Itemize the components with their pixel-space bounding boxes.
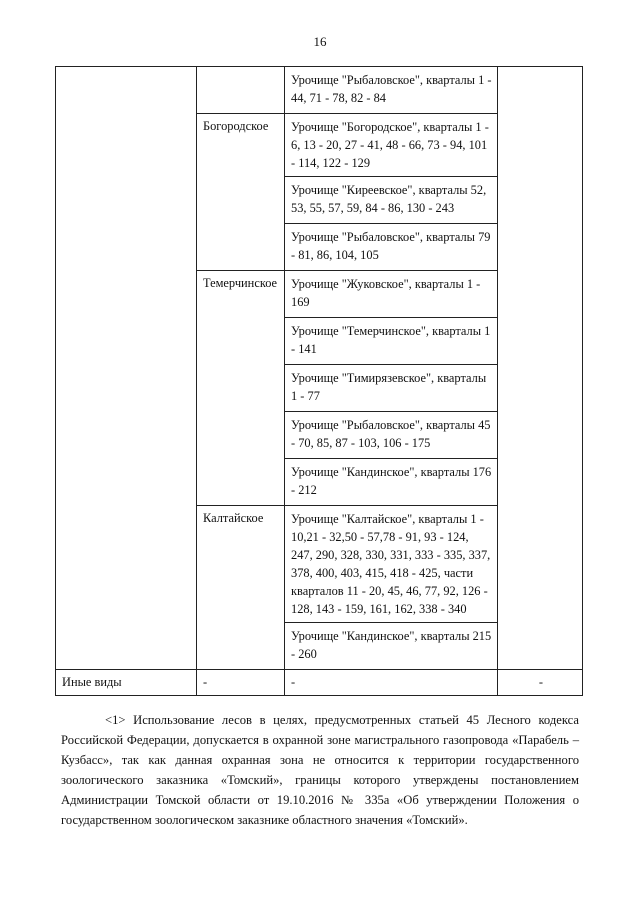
page-number: 16 [313,34,327,49]
forestry-cell: Темерчинское [197,271,285,506]
note-cell [498,67,583,670]
tract-cell: Урочище "Жуковское", кварталы 1 - 169 [285,271,498,318]
note-cell: - [498,670,583,696]
tract-cell: Урочище "Рыбаловское", кварталы 45 - 70, 85, 87 - 103, 106 - 175 [285,412,498,459]
tract-cell: Урочище "Калтайское", кварталы 1 - 10,21 - 32,50 - 57,78 - 91, 93 - 124, 247, 290, 328, 330, 331, 333 - 335, 337, 378, 400, 403, 415, 418 - 425, части кварталов 11 - 20, 45, 46, 77, 92, 126 - 128, 143 - 159, 161, 162, 338 - 340 [285,506,498,623]
tract-cell: Урочище "Киреевское", кварталы 52, 53, 55, 57, 59, 84 - 86, 130 - 243 [285,177,498,224]
tract-cell: - [285,670,498,696]
forest-usage-table [55,66,583,696]
tract-cell: Урочище "Рыбаловское", кварталы 1 - 44, 71 - 78, 82 - 84 [285,67,498,114]
tract-cell: Урочище "Богородское", кварталы 1 - 6, 13 - 20, 27 - 41, 48 - 66, 73 - 94, 101 - 114, 122 - 129 [285,114,498,177]
forestry-cell: Калтайское [197,506,285,670]
tract-cell: Урочище "Тимирязевское", кварталы 1 - 77 [285,365,498,412]
forestry-cell: - [197,670,285,696]
footnote: <1> Использование лесов в целях, предусмотренных статьей 45 Лесного кодекса Российской Федерации, допускается в охранной зоне магистрального газопровода «Парабель – Кузбасс», так как данная охранная зона не относится к территории государственного зоологического заказника «Томский», границы которого утверждены постановлением Администрации Томской области от 19.10.2016 № 335а «Об утверждении Положения о государственном зоологическом заказнике областного значения «Томский». [61,713,579,827]
tract-cell: Урочище "Кандинское", кварталы 215 - 260 [285,623,498,670]
usage-type-cell: Иные виды [56,670,197,696]
purpose-cell [56,67,197,670]
tract-cell: Урочище "Темерчинское", кварталы 1 - 141 [285,318,498,365]
forestry-cell [197,67,285,114]
forestry-cell: Богородское [197,114,285,271]
tract-cell: Урочище "Кандинское", кварталы 176 - 212 [285,459,498,506]
tract-cell: Урочище "Рыбаловское", кварталы 79 - 81, 86, 104, 105 [285,224,498,271]
